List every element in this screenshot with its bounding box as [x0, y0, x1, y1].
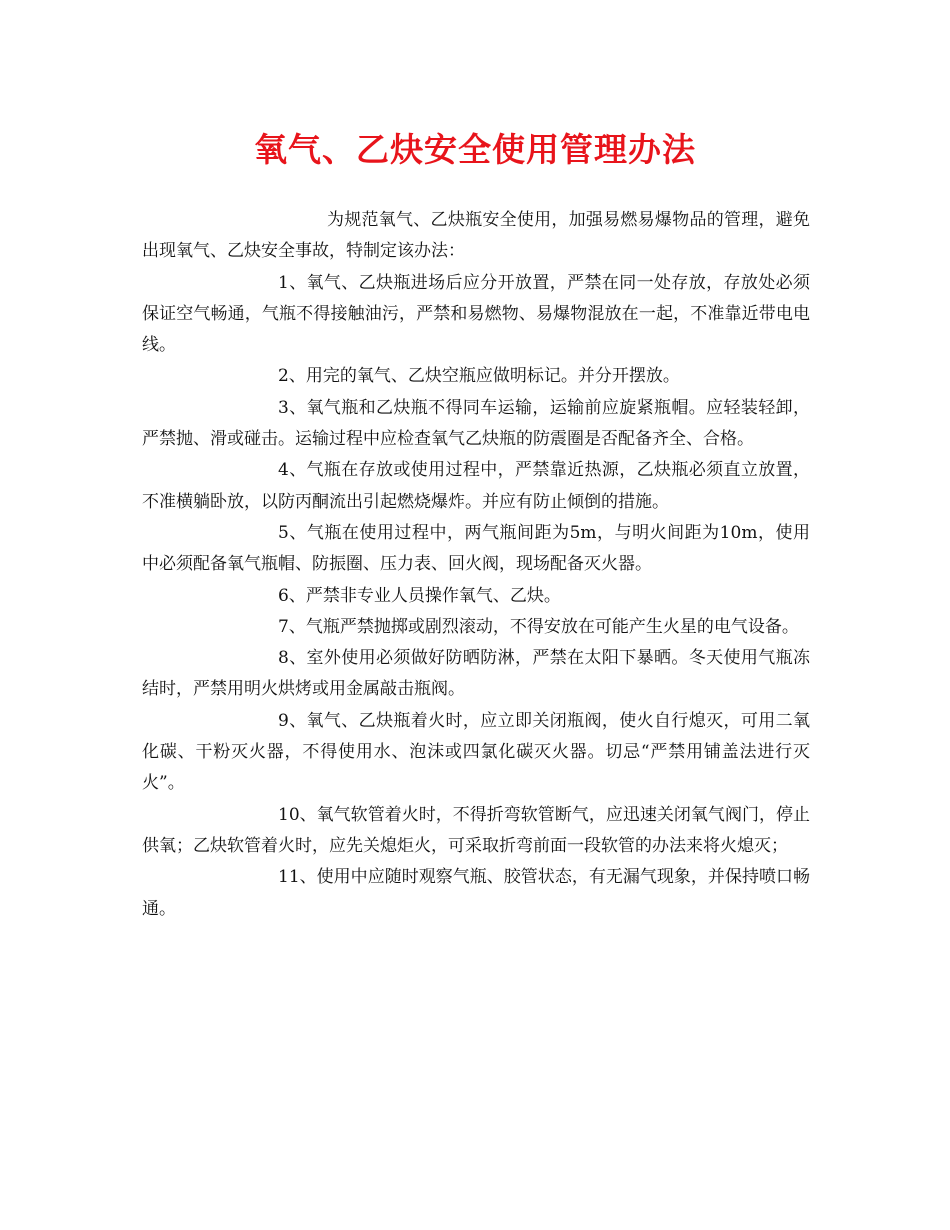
document-title: 氧气、乙炔安全使用管理办法	[254, 130, 696, 169]
rule-item-9: 9、氧气、乙炔瓶着火时，应立即关闭瓶阀，使火自行熄灭，可用二氧化碳、干粉灭火器，不得使用水、泡沫或四氯化碳灭火器。切忌“严禁用铺盖法进行灭火”。	[142, 710, 810, 794]
rule-item-3: 3、氧气瓶和乙炔瓶不得同车运输，运输前应旋紧瓶帽。应轻装轻卸，严禁抛、滑或碰击。运输过程中应检查氧气乙炔瓶的防震圈是否配备齐全、合格。	[142, 397, 810, 450]
document-body	[142, 205, 810, 925]
rule-item-6: 6、严禁非专业人员操作氧气、乙炔。	[278, 585, 561, 606]
rule-item-8: 8、室外使用必须做好防晒防淋，严禁在太阳下暴晒。冬天使用气瓶冻结时，严禁用明火烘烤或用金属敲击瓶阀。	[142, 648, 810, 700]
rule-item-2: 2、用完的氧气、乙炔空瓶应做明标记。并分开摆放。	[278, 366, 680, 387]
rule-item-7: 7、气瓶严禁抛掷或剧烈滚动，不得安放在可能产生火星的电气设备。	[278, 616, 799, 637]
rule-item-4: 4、气瓶在存放或使用过程中，严禁靠近热源，乙炔瓶必须直立放置，不准横躺卧放，以防丙酮流出引起燃烧爆炸。并应有防止倾倒的措施。	[142, 460, 810, 512]
rule-item-10: 10、氧气软管着火时，不得折弯软管断气，应迅速关闭氧气阀门，停止供氧；乙炔软管着火时，应先关熄炬火，可采取折弯前面一段软管的办法来将火熄灭；	[142, 804, 810, 856]
rule-item-1: 1、氧气、乙炔瓶进场后应分开放置，严禁在同一处存放，存放处必须保证空气畅通，气瓶不得接触油污，严禁和易燃物、易爆物混放在一起，不准靠近带电电线。	[142, 272, 810, 356]
rule-item-5: 5、气瓶在使用过程中，两气瓶间距为5m，与明火间距为10m，使用中必须配备氧气瓶帽、防振圈、压力表、回火阀，现场配备灭火器。	[142, 522, 810, 575]
rule-item-11: 11、使用中应随时观察气瓶、胶管状态，有无漏气现象，并保持喷口畅通。	[142, 867, 810, 919]
intro-paragraph: 为规范氧气、乙炔瓶安全使用，加强易燃易爆物品的管理，避免出现氧气、乙炔安全事故，特制定该办法：	[142, 210, 810, 262]
